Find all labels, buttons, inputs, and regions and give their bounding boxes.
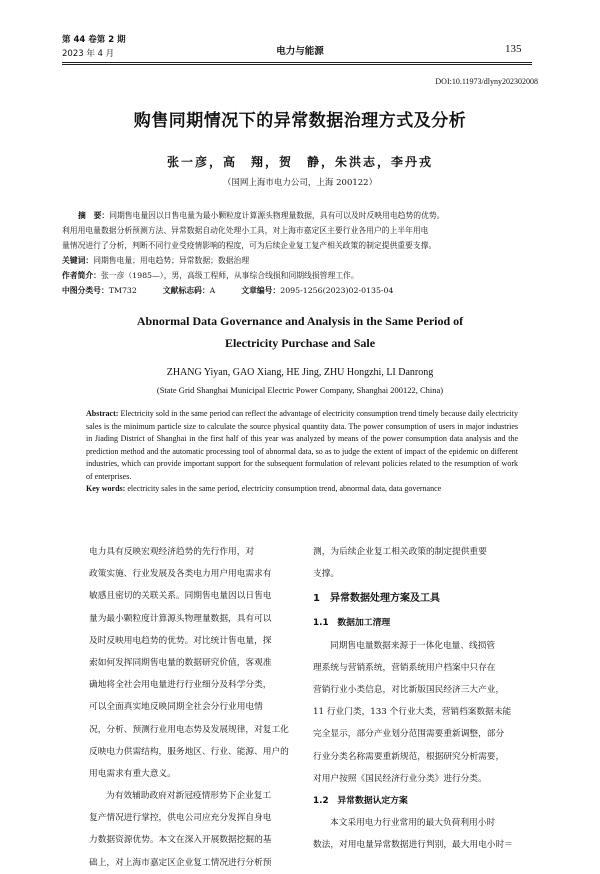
abstract-en <box>86 408 518 496</box>
body-line: 本文采用电力行业常用的最大负荷利用小时 <box>330 818 496 829</box>
keywords-cn: 关键词：同期售电量；用电趋势；异常数据；数据治理 <box>62 256 250 265</box>
body-line: 反映电力供需结构，服务地区、行业、能源、用户的 <box>89 746 289 757</box>
page-number: 135 <box>505 43 522 55</box>
body-line: 为有效辅助政府对新冠疫情形势下企业复工 <box>106 791 272 802</box>
body-line: 支撑。 <box>313 569 340 580</box>
article-number: 2095-1256(2023)02-0135-04 <box>280 286 394 295</box>
body-line: 测，为后续企业复工相关政策的制定提供重要 <box>313 547 487 557</box>
doi: DOI:10.11973/dlyny202302008 <box>435 77 538 86</box>
clc-value: TM732 <box>108 286 137 295</box>
body-line: 可以全面真实地反映同期全社会分行业用电情 <box>89 702 263 713</box>
journal-volume: 第 44 卷第 2 期 <box>62 35 126 45</box>
body-line: 础上，对上海市嘉定区企业复工情况进行分析预 <box>89 857 272 868</box>
keywords-en: Key words: electricity sales in the same period, electricity consumption trend, abnormal data, data governance <box>86 484 442 493</box>
paper-title-cn: 购售同期情况下的异常数据治理方式及分析 <box>133 111 467 131</box>
doc-code: A <box>209 286 216 295</box>
affiliation-cn: （国网上海市电力公司，上海 200122） <box>222 178 378 188</box>
body-line: 数法，对用电量异常数据进行判别，最大用电小时＝ <box>313 840 513 851</box>
keywords-cn-label: 关键词： <box>62 256 94 265</box>
body-line: 同期售电量数据来源于一体化电量、线损管 <box>330 640 496 651</box>
authors-cn: 张一彦，高 翔，贺 静，朱洪志，李丹戎 <box>166 155 433 169</box>
author-bio: 作者简介：张一彦（1985—），男，高级工程师，从事综合线损和同期线损管理工作。 <box>62 271 359 280</box>
abstract-cn-line-1: 摘 要：同期售电量因以日售电量为最小颗粒度计算源头物理量数据，具有可以及时反映用电趋势的优势。 <box>78 211 445 220</box>
body-left-column <box>89 541 294 874</box>
body-line: 对用户按照《国民经济行业分类》进行分类。 <box>313 773 487 784</box>
body-line: 理系统与营销系统，营销系统用户档案中只存在 <box>313 662 496 673</box>
keywords-en-label: Key words: <box>86 484 126 493</box>
abstract-cn-line-3: 量情况进行了分析，判断不同行业受疫情影响的程度，可为后续企业复工复产相关政策的制定提供重要支撑。 <box>62 241 437 250</box>
body-line: 况，分析、预测行业用电态势及发展规律，对复工化 <box>89 724 289 735</box>
body-line: 政策实施、行业发展及各类电力用户用电需求有 <box>89 569 272 580</box>
subsection-heading-1-1: 1.1 数据加工清理 <box>313 618 391 629</box>
body-line: 用电需求有重大意义。 <box>89 768 176 779</box>
affiliation-en: (State Grid Shanghai Municipal Electric Power Company, Shanghai 200122, China) <box>156 385 444 395</box>
abstract-cn-label: 摘 要： <box>78 211 110 220</box>
body-line: 确地将全社会用电量进行行业细分及科学分类， <box>89 680 272 691</box>
body-line: 量为最小颗粒度计算源头物理量数据，具有可以 <box>89 613 272 624</box>
body-line: 力数据资源优势。本文在深入开展数据挖掘的基 <box>89 835 272 846</box>
abstract-en-label: Abstract: <box>86 409 119 418</box>
authors-en: ZHANG Yiyan, GAO Xiang, HE Jing, ZHU Hongzhi, LI Danrong <box>166 367 434 378</box>
header-rule-thin <box>62 64 532 65</box>
subsection-heading-1-2: 1.2 异常数据认定方案 <box>313 795 408 806</box>
body-line: 敏感且密切的关联关系。同期售电量因以日售电 <box>89 591 272 602</box>
abstract-cn <box>62 208 532 298</box>
body-line: 行业分类名称需要重新规范，根据研究分析需要， <box>313 751 505 762</box>
body-line: 及时反映用电趋势的优势。对比统计售电量，探 <box>89 635 272 646</box>
body-line: 复产情况进行掌控，供电公司应充分发挥自身电 <box>89 813 272 824</box>
body-right-column <box>313 541 531 856</box>
abstract-cn-line-2: 利用用电量数据分析预测方法、异常数据自动化处理小工具，对上海市嘉定区主要行业各用户的上半年用电 <box>62 226 429 235</box>
section-heading-1: 1 异常数据处理方案及工具 <box>313 593 440 605</box>
header-rule <box>62 62 532 63</box>
journal-name: 电力与能源 <box>276 46 324 57</box>
body-line: 电力具有反映宏观经济趋势的先行作用，对 <box>89 547 255 557</box>
abstract-en-text: Electricity sold in the same period can reflect the advantage of electricity consumption trend timely because daily electricity sales is the minimum particle size to calculate the source physical quantity data. The power consumption of users in major industries in Jiading District of Shanghai in the first half of this year was analyzed by means of the power consumption data analysis and the prediction method and the automatic processing tool of abnormal data, so as to judge the extent of impact of the epidemic on different industries, which can provide important support for the subsequent formulation of relevant policies related to the resumption of work of enterprises. <box>86 409 518 481</box>
body-line: 完全显示，部分产业划分范围需要重新调整，部分 <box>313 729 505 740</box>
author-bio-label: 作者简介： <box>62 271 101 280</box>
body-line: 营销行业小类信息，对比新版国民经济三大产业， <box>313 684 505 695</box>
classification-line: 中图分类号：TM732 文献标志码：A 文章编号：2095-1256(2023)02-0135-04 <box>62 286 394 295</box>
journal-date: 2023 年 4 月 <box>62 49 115 59</box>
paper-title-en-line-2: Electricity Purchase and Sale <box>224 336 376 350</box>
paper-title-en-line-1: Abnormal Data Governance and Analysis in the Same Period of <box>136 314 464 328</box>
body-line: 11 行业门类，133 个行业大类，营销档案数据未能 <box>313 707 512 718</box>
body-line: 索如何发挥同期售电量的数据研究价值，客观准 <box>89 657 272 668</box>
